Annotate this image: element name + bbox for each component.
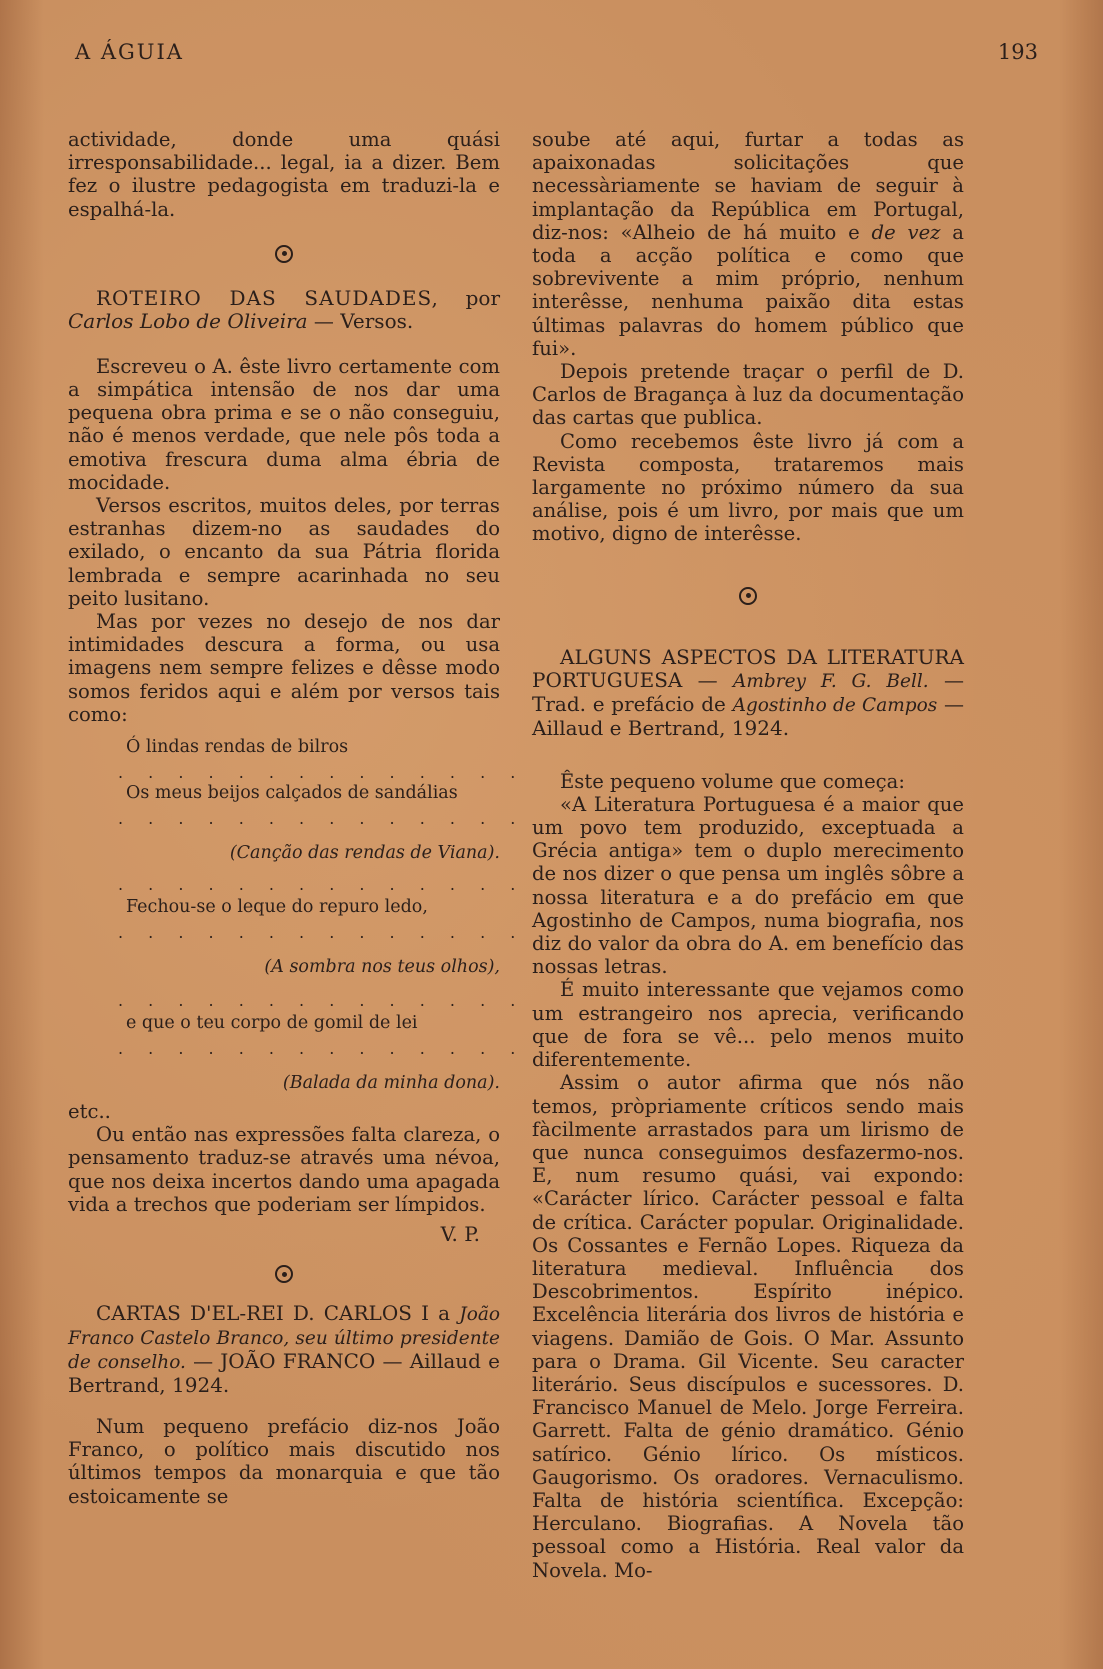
circle-dot-icon <box>739 587 757 605</box>
review-aspectos <box>532 646 964 1582</box>
ellipsis-row: . . . . . . . . . . . . . . <box>118 923 526 943</box>
book-publisher: — Aillaud e Bertrand, 1924. <box>532 691 964 740</box>
review-cartas <box>68 1302 500 1508</box>
left-column <box>68 128 526 1508</box>
paragraph-intro: actividade, donde uma quási irresponsabilidade... legal, ia a dizer. Bem fez o ilustre pedagogista em traduzi-la e espalhá-la. <box>68 128 500 221</box>
review-paragraph: Ou então nas expressões falta clareza, o pensamento traduz-se através uma névoa, que nos deixa incertos dando uma apagada vida a trechos que poderiam ser límpidos. <box>68 1123 500 1216</box>
poem-line: Os meus beijos calçados de sandálias <box>126 783 458 804</box>
signature: V. P. <box>440 1222 480 1247</box>
review-paragraph: Mas por vezes no desejo de nos dar intimidades descura a forma, ou usa imagens nem sempre felizes e dêsse modo somos feridos aqui e além por versos tais como: <box>68 610 500 726</box>
poem-line: Ó lindas rendas de bilros <box>126 737 349 758</box>
review-paragraph: Num pequeno prefácio diz-nos João Franco, o político mais discutido nos últimos tempos da monarquia e que tão estoicamente se <box>68 1415 500 1508</box>
poem-source: (Balada da minha dona). <box>282 1073 500 1094</box>
book-title: ALGUNS ASPECTOS DA LITERATURA PORTUGUESA <box>532 644 964 692</box>
review-paragraph <box>532 128 964 360</box>
review-paragraph: Versos escritos, muitos deles, por terras estranhas dizem-no as saudades do exilado, o encanto da sua Pátria florida lembrada e sempre acarinhada no seu peito lusitano. <box>68 494 500 610</box>
review-paragraph: Depois pretende traçar o perfil de D. Carlos de Bragança à luz da documentação das cartas que publica. <box>532 360 964 430</box>
page-header <box>75 40 1038 80</box>
text-span-italic: de vez <box>871 220 941 244</box>
book-title: CARTAS D'EL-REI D. CARLOS I <box>96 1301 429 1326</box>
etc-text: etc.. <box>68 1100 111 1124</box>
review-heading <box>68 1302 500 1397</box>
text-span: soube até aqui, furtar a todas as apaixonadas solicitações que necessàriamente se haviam de seguir à implantação da República em Portugal, diz-nos: «Alheio de há muito e <box>532 128 964 244</box>
ellipsis-row: . . . . . . . . . . . . . . <box>118 809 526 829</box>
review-paragraph: «A Literatura Portuguesa é a maior que um povo tem produzido, exceptuada a Grécia antiga» tem o duplo merecimento de nos dizer o que pensa um inglês sôbre a nossa literatura e a do prefácio em que Agostinho de Campos, numa biografia, nos diz do valor da obra do A. em benefício das nossas letras. <box>532 792 964 979</box>
poem-source: (Canção das rendas de Viana). <box>229 843 500 864</box>
review-paragraph: Assim o autor afirma que nós não temos, pròpriamente críticos sendo mais fàcilmente arrastados para um lirismo de que nunca conseguimos desfazermo-nos. E, num resumo quási, vai expondo: «Carácter lírico. Carácter pessoal e falta de crítica. Carácter popular. Originalidade. Os Cossantes e Fernão Lopes. Riqueza da literatura medieval. Influência dos Descobrimentos. Espírito inépico. Excelência literária dos livros de história e viagens. Damião de Gois. O Mar. Assunto para o Drama. Gil Vicente. Seu caracter literário. Seus discípulos e sucessores. D. Francisco Manuel de Melo. Jorge Ferreira. Garrett. Falta de génio dramático. Génio satírico. Génio lírico. Os místicos. Gaugorismo. Os oradores. Vernaculismo. Falta de história scientífica. Excepção: Herculano. Biografias. A Novela tão pessoal como a História. Real valor da Novela. Mo- <box>532 1071 964 1582</box>
book-recipient: João Franco Castelo Branco, seu último presidente de conselho. <box>68 1304 501 1374</box>
review-roteiro <box>68 285 526 1247</box>
book-author: Carlos Lobo de Oliveira <box>68 308 308 333</box>
heading-dash: — <box>682 667 734 692</box>
ellipsis-row: . . . . . . . . . . . . . . <box>118 991 526 1011</box>
heading-dash: — <box>307 308 341 333</box>
review-paragraph: Como recebemos êste livro já com a Revista composta, trataremos mais largamente no próximo número da sua análise, pois é um livro, por mais que um motivo, digno de interêsse. <box>532 429 964 546</box>
ellipsis-row: . . . . . . . . . . . . . . <box>118 875 526 895</box>
review-paragraph: Escreveu o A. êste livro certamente com a simpática intensão de nos dar uma pequena obra prima e se o não conseguiu, não é menos verdade, que nele pôs toda a emotiva frescura duma alma ébria de mocidade. <box>68 354 500 494</box>
journal-title: A ÁGUIA <box>75 40 184 64</box>
review-heading <box>532 646 964 740</box>
review-paragraph: É muito interessante que vejamos como um estrangeiro nos aprecia, verificando que de fora se vê... pelo menos muito diferentemente. <box>532 978 964 1072</box>
section-separator <box>68 221 500 287</box>
section-separator <box>68 1246 500 1302</box>
section-separator <box>532 546 964 646</box>
by-label: por <box>465 285 500 310</box>
poem-line: e que o teu corpo de gomil de lei <box>126 1013 418 1034</box>
review-paragraph: Êste pequeno volume que começa: <box>560 769 905 793</box>
heading-dash: — <box>185 1349 221 1374</box>
to-label: a <box>438 1301 451 1326</box>
poem-source: (A sombra nos teus olhos), <box>264 957 500 978</box>
poem-quotes <box>68 736 526 1094</box>
book-publisher: — Aillaud e Bertrand, 1924. <box>68 1349 500 1398</box>
poem-line: Fechou-se o leque do repuro ledo, <box>126 897 428 918</box>
circle-dot-icon <box>275 245 293 263</box>
ellipsis-row: . . . . . . . . . . . . . . <box>118 763 526 783</box>
page-number: 193 <box>997 40 1038 64</box>
book-author: Ambrey F. G. Bell. <box>733 670 929 692</box>
book-genre: Versos. <box>340 308 414 333</box>
book-title: ROTEIRO DAS SAUDADES, <box>96 285 439 310</box>
circle-dot-icon <box>275 1265 293 1283</box>
text-span: a toda a acção política e como que sobrevivente a mim próprio, nenhum interêsse, nenhuma paixão dita estas últimas palavras do homem público que fui». <box>532 220 964 360</box>
translator-label: — Trad. e prefácio de <box>532 667 965 716</box>
book-author: JOÃO FRANCO <box>220 1349 376 1374</box>
book-translator: Agostinho de Campos <box>732 694 938 716</box>
ellipsis-row: . . . . . . . . . . . . . . <box>118 1039 526 1059</box>
right-column <box>532 128 964 1582</box>
review-heading <box>68 287 500 333</box>
